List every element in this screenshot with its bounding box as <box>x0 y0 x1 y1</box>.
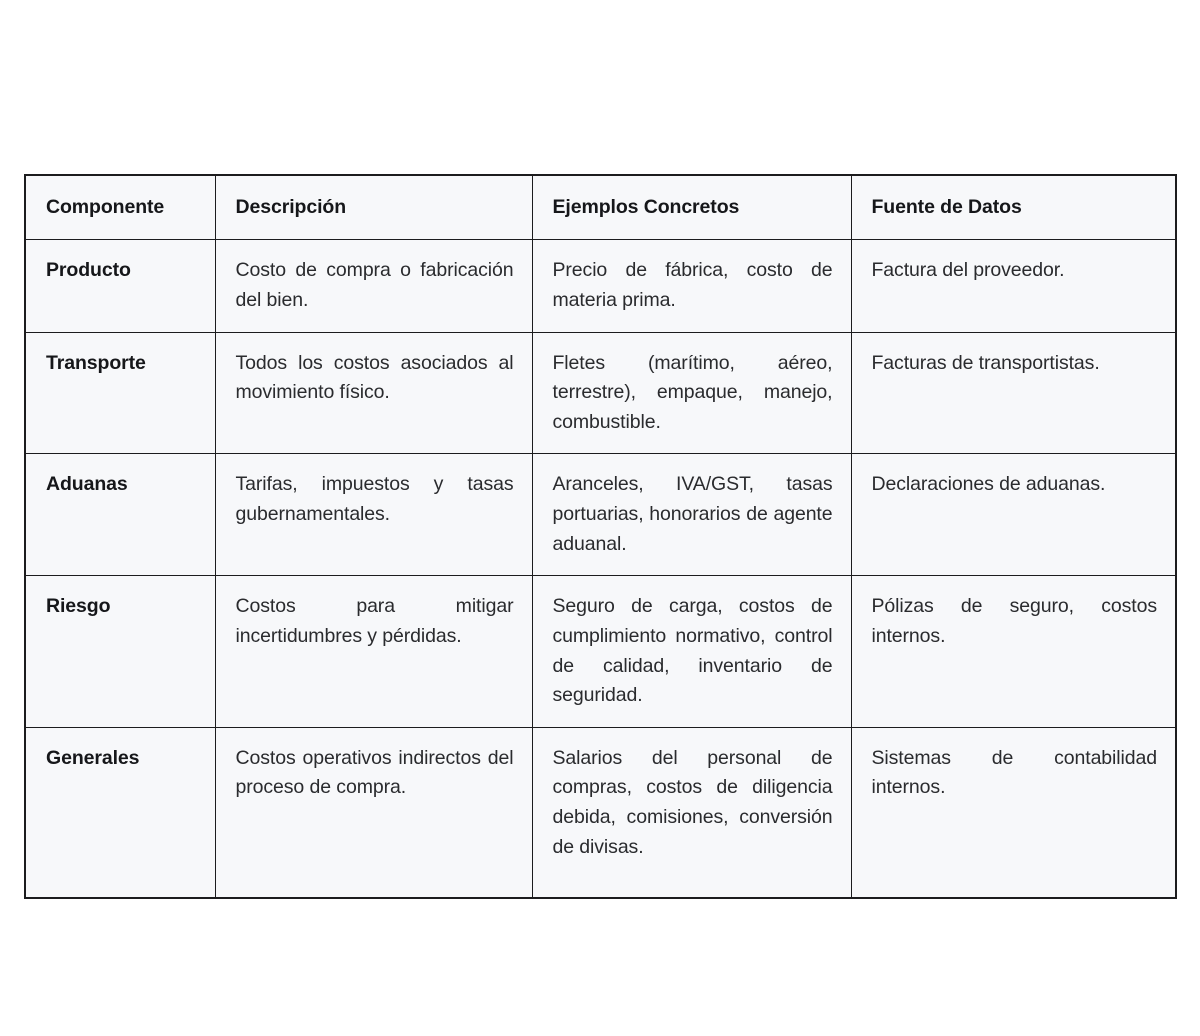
cell-text: Transporte <box>46 351 146 374</box>
cell-descripcion-producto <box>215 240 532 332</box>
column-header-componente: Componente <box>25 175 215 240</box>
column-header-descripcion: Descripción <box>215 175 532 240</box>
cell-descripcion-generales <box>215 727 532 898</box>
cell-componente-transporte <box>25 332 215 454</box>
cell-ejemplos-aduanas <box>532 454 851 576</box>
column-header-ejemplos-concretos: Ejemplos Concretos <box>532 175 851 240</box>
cell-text: Costo de compra o fabricación del bien. <box>235 259 514 311</box>
cost-components-table-container <box>24 174 1175 899</box>
cell-fuente-generales <box>851 727 1176 898</box>
cell-text: Factura del proveedor. <box>871 259 1065 282</box>
cell-fuente-aduanas <box>851 454 1176 576</box>
column-header-fuente-de-datos: Fuente de Datos <box>851 175 1176 240</box>
cell-componente-producto <box>25 240 215 332</box>
cell-ejemplos-riesgo <box>532 576 851 728</box>
cell-text: Aranceles, IVA/GST, tasas portuarias, honorarios de agente aduanal. <box>552 473 833 555</box>
cell-descripcion-aduanas <box>215 454 532 576</box>
cell-descripcion-transporte <box>215 332 532 454</box>
cell-componente-generales <box>25 727 215 898</box>
table-row <box>25 240 1176 332</box>
cell-descripcion-riesgo <box>215 576 532 728</box>
cell-text: Costos operativos indirectos del proceso de compra. <box>235 746 514 799</box>
cell-text: Pólizas de seguro, costos internos. <box>871 595 1157 647</box>
cell-fuente-producto <box>851 240 1176 332</box>
cell-text: Sistemas de contabilidad internos. <box>871 746 1157 799</box>
table-header <box>25 175 1176 240</box>
cell-ejemplos-transporte <box>532 332 851 454</box>
table-row <box>25 454 1176 576</box>
cell-ejemplos-generales <box>532 727 851 898</box>
cost-components-table <box>24 174 1177 899</box>
table-row <box>25 727 1176 898</box>
cell-text: Fletes (marítimo, aéreo, terrestre), empaque, manejo, combustible. <box>552 351 833 433</box>
cell-fuente-transporte <box>851 332 1176 454</box>
cell-text: Declaraciones de aduanas. <box>871 473 1106 496</box>
table-row <box>25 332 1176 454</box>
cell-text: Seguro de carga, costos de cumplimiento normativo, control de calidad, inventario de seguridad. <box>552 595 833 707</box>
cell-text: Tarifas, impuestos y tasas gubernamentales. <box>235 473 514 526</box>
cell-text: Costos para mitigar incertidumbres y pérdidas. <box>235 595 514 647</box>
table-row <box>25 576 1176 728</box>
cell-text: Aduanas <box>46 473 128 496</box>
cell-text: Todos los costos asociados al movimiento físico. <box>235 351 514 404</box>
cell-text: Salarios del personal de compras, costos de diligencia debida, comisiones, conversión de divisas. <box>552 746 833 858</box>
table-header-row <box>25 175 1176 240</box>
cell-componente-aduanas <box>25 454 215 576</box>
cell-fuente-riesgo <box>851 576 1176 728</box>
table-body <box>25 240 1176 899</box>
cell-componente-riesgo <box>25 576 215 728</box>
cell-ejemplos-producto <box>532 240 851 332</box>
cell-text: Generales <box>46 746 140 769</box>
cell-text: Facturas de transportistas. <box>871 351 1100 374</box>
cell-text: Riesgo <box>46 595 111 618</box>
cell-text: Precio de fábrica, costo de materia prima. <box>552 259 833 311</box>
cell-text: Producto <box>46 259 131 282</box>
